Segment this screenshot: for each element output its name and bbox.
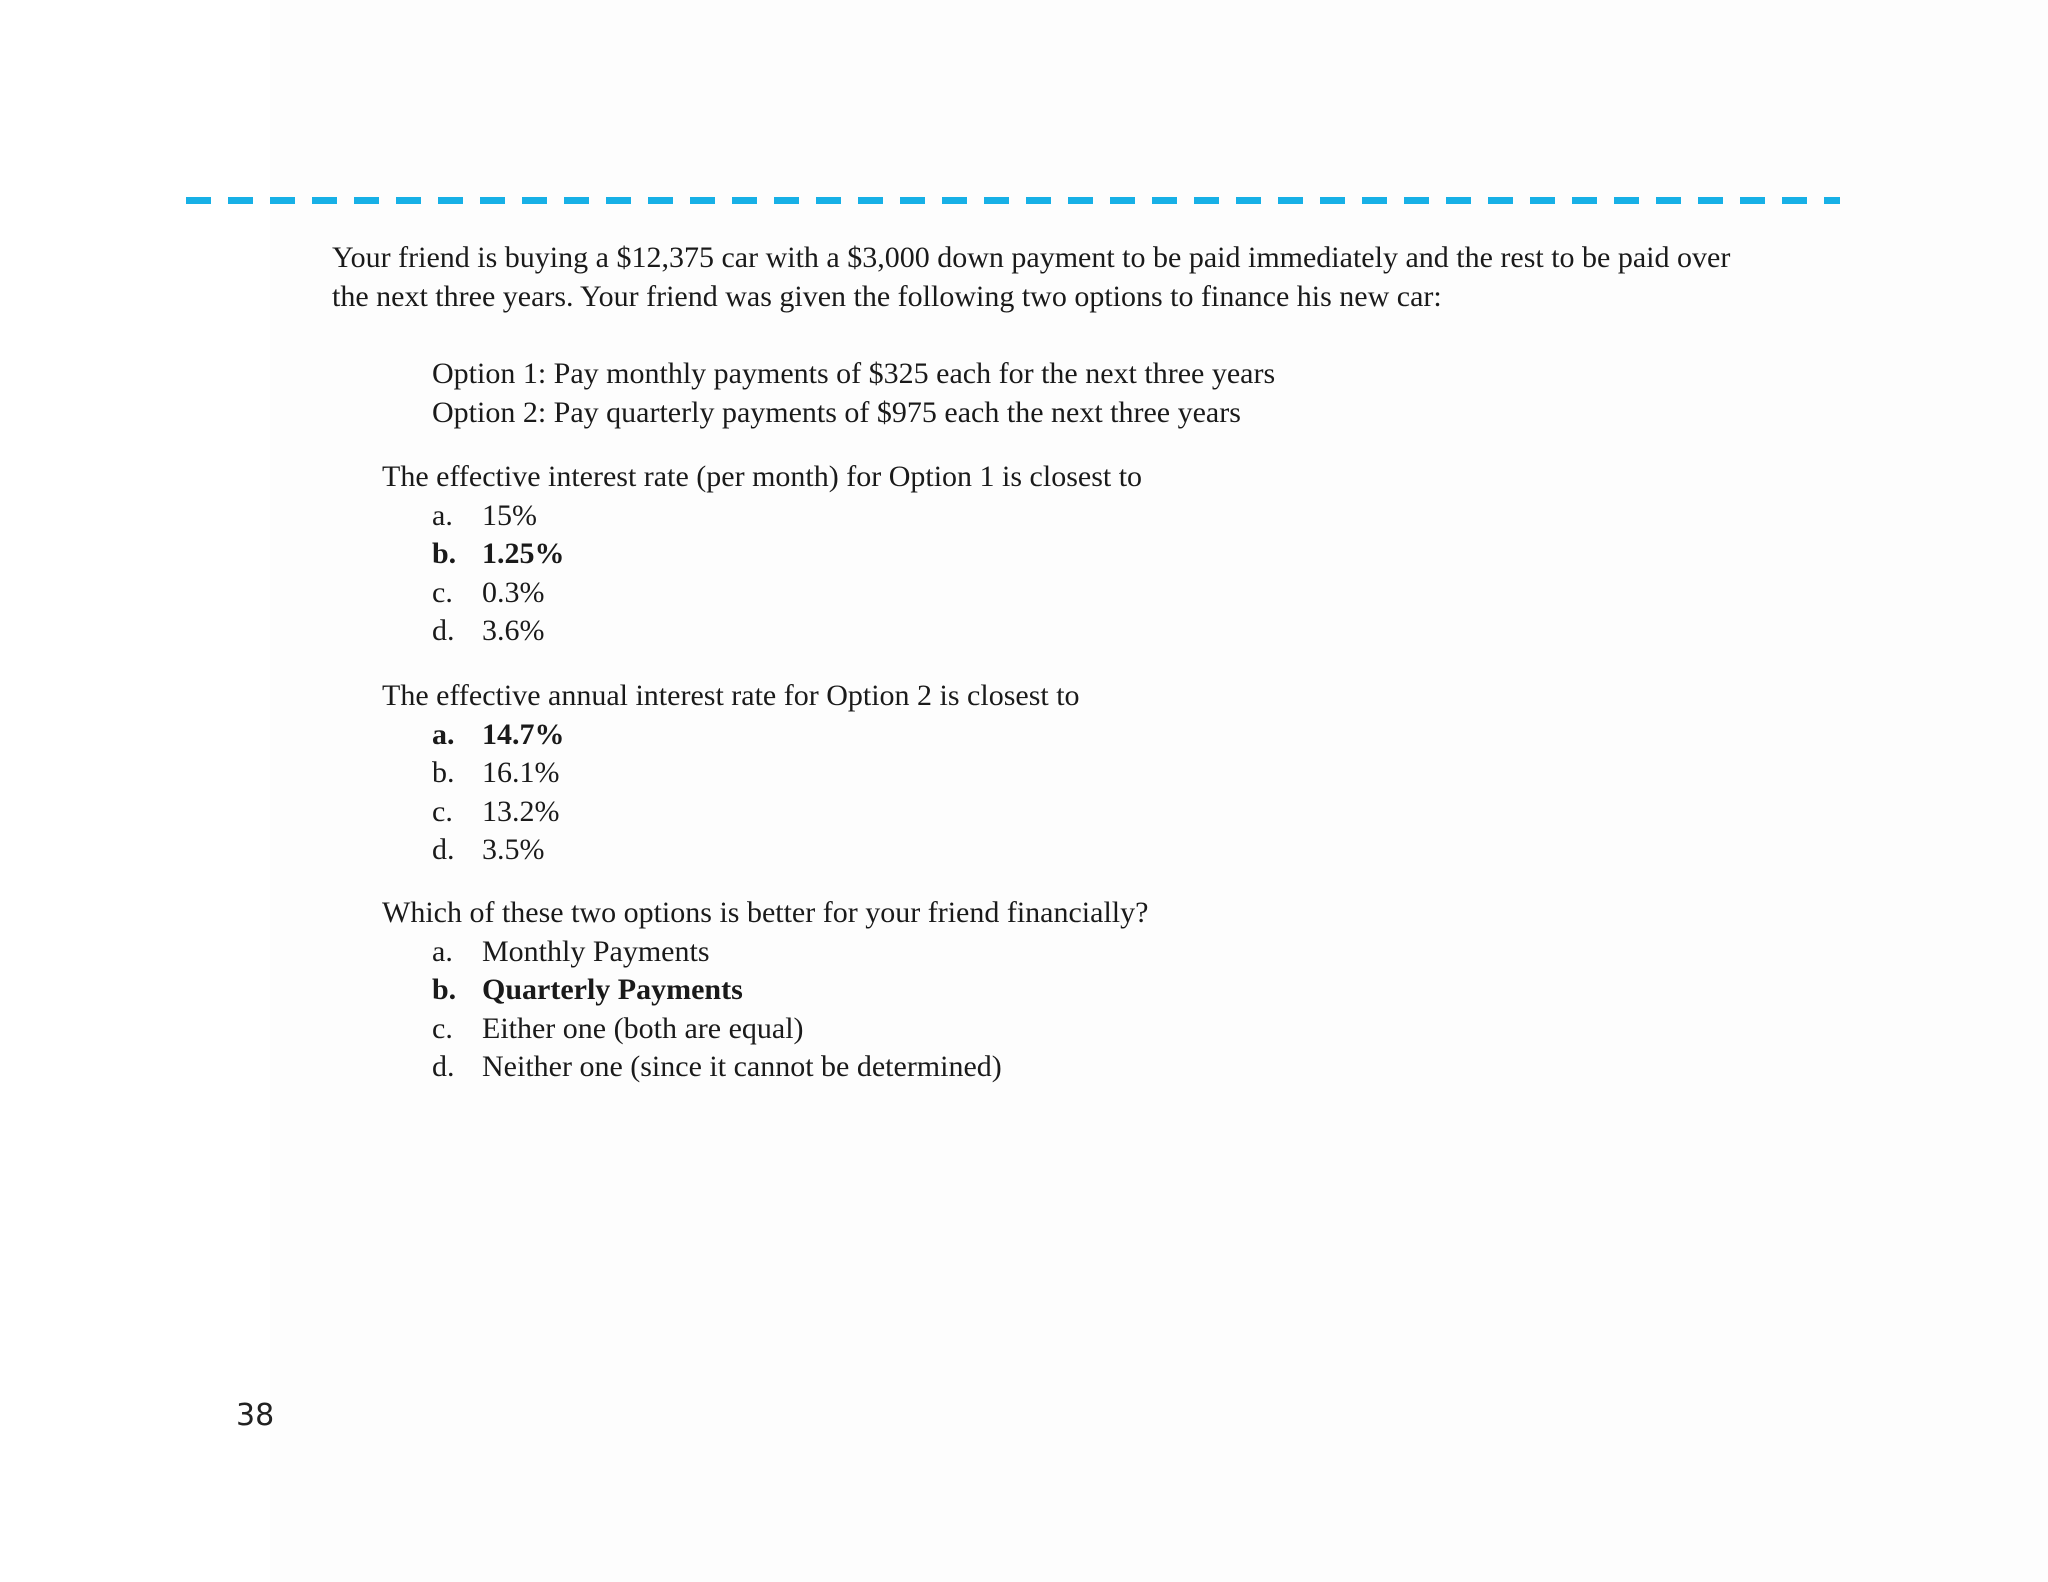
option-2: Option 2: Pay quarterly payments of $975 each the next three years — [432, 396, 1241, 429]
question-2-text: The effective annual interest rate for Option 2 is closest to — [382, 679, 1080, 712]
choice-letter: d. — [432, 1050, 455, 1083]
choice-2d — [432, 831, 1080, 870]
choice-3a — [432, 933, 1148, 972]
choice-1b — [432, 535, 1142, 574]
choice-text: Monthly Payments — [482, 934, 710, 968]
choice-text: 16.1% — [482, 756, 560, 789]
choice-letter: c. — [432, 794, 453, 828]
choice-letter: c. — [432, 575, 453, 609]
choice-text: 14.7% — [482, 717, 565, 751]
question-1-text: The effective interest rate (per month) for Option 1 is closest to — [382, 460, 1143, 493]
choice-3c — [432, 1010, 1148, 1049]
choice-letter: a. — [432, 717, 455, 751]
choice-text: Neither one (since it cannot be determined) — [482, 1050, 1002, 1083]
option-1: Option 1: Pay monthly payments of $325 each for the next three years — [432, 357, 1276, 390]
choice-letter: b. — [432, 756, 455, 789]
choice-3d — [432, 1048, 1148, 1087]
question-3-choices — [432, 933, 1148, 1087]
choice-2a — [432, 716, 1080, 755]
choice-letter: a. — [432, 934, 453, 968]
choice-text: 15% — [482, 498, 537, 532]
question-1 — [382, 458, 1142, 651]
choice-text: Either one (both are equal) — [482, 1011, 804, 1045]
choice-1c — [432, 574, 1142, 613]
choice-letter: b. — [432, 537, 457, 570]
question-1-choices — [432, 497, 1142, 651]
question-2 — [382, 677, 1080, 870]
choice-text: 0.3% — [482, 575, 545, 609]
problem-statement: Your friend is buying a $12,375 car with a $3,000 down payment to be paid immediately and the rest to be paid over the next three years. Your friend was given the following two options to finance his new car: — [332, 241, 1731, 313]
page-number: 38 — [236, 1398, 275, 1433]
dashed-divider — [186, 197, 1840, 204]
choice-2b — [432, 754, 1080, 793]
choice-text: 1.25% — [482, 537, 565, 570]
choice-2c — [432, 793, 1080, 832]
choice-1a — [432, 497, 1142, 536]
choice-text: 13.2% — [482, 794, 560, 828]
choice-letter: d. — [432, 614, 455, 647]
question-2-choices — [432, 716, 1080, 870]
choice-1d — [432, 612, 1142, 651]
choice-letter: a. — [432, 498, 453, 532]
choice-3b — [432, 971, 1148, 1010]
choice-text: 3.6% — [482, 614, 545, 647]
choice-text: 3.5% — [482, 833, 545, 866]
finance-options — [432, 354, 1275, 432]
choice-letter: c. — [432, 1011, 453, 1045]
question-3-text: Which of these two options is better for your friend financially? — [382, 896, 1149, 929]
question-3 — [382, 894, 1148, 1087]
choice-letter: d. — [432, 833, 455, 866]
choice-letter: b. — [432, 973, 457, 1006]
choice-text: Quarterly Payments — [482, 973, 743, 1006]
